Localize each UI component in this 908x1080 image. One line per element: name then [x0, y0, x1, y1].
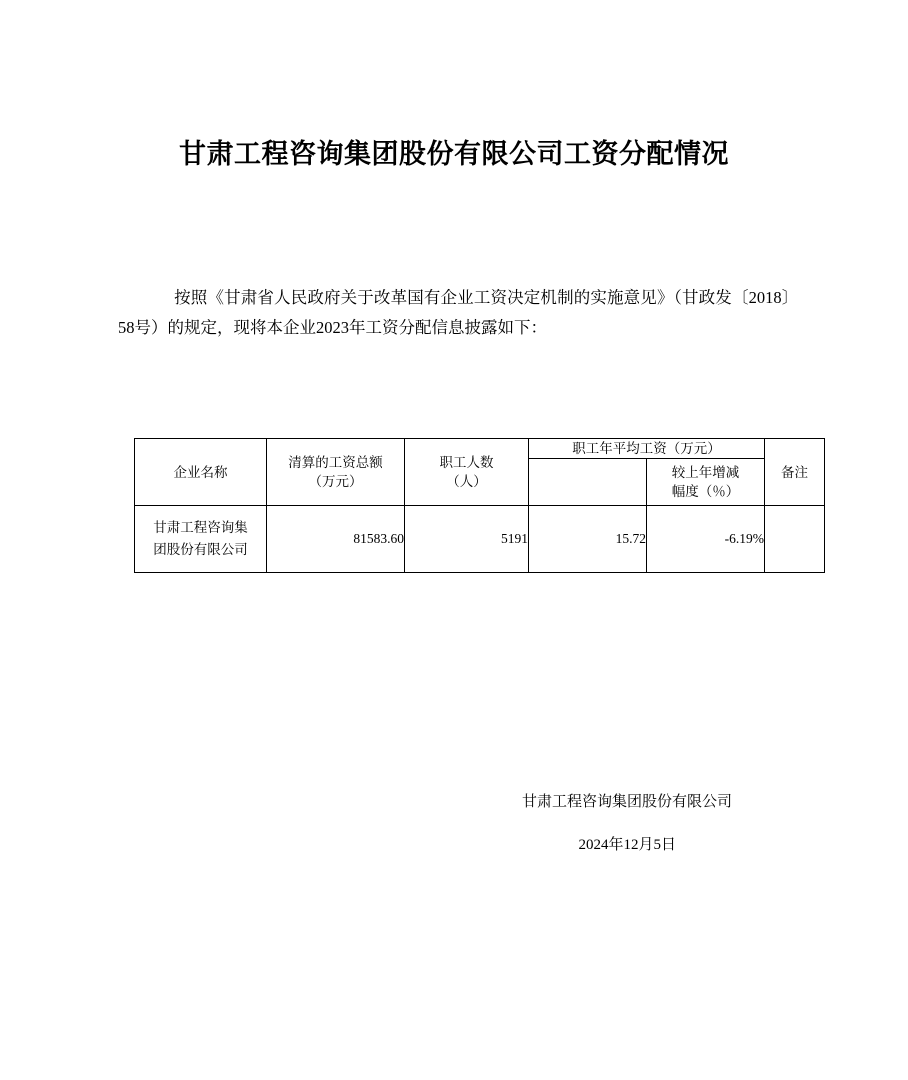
intro-paragraph [118, 283, 790, 343]
signature-date: 2024年12月5日 [578, 837, 676, 853]
cell-company-name [135, 506, 267, 573]
header-change-rate [647, 459, 765, 506]
table-head [135, 439, 825, 506]
page-title: 甘肃工程咨询集团股份有限公司工资分配情况 [179, 139, 729, 169]
table-body [135, 506, 825, 573]
cell-remark [765, 506, 825, 573]
header-company-name: 企业名称 [135, 439, 267, 506]
cell-company-name-line2: 团股份有限公司 [153, 542, 248, 557]
header-staff-count-line1: 职工人数 [439, 455, 494, 470]
paragraph-text: 按照《甘肃省人民政府关于改革国有企业工资决定机制的实施意见》（甘政发〔2018〕58号）的规定，现将本企业2023年工资分配信息披露如下： [118, 288, 790, 337]
wage-distribution-table [134, 438, 825, 573]
table-row [135, 506, 825, 573]
cell-staff-count: 5191 [405, 506, 529, 573]
header-total-wage-line1: 清算的工资总额 [288, 455, 383, 470]
header-remark: 备注 [765, 439, 825, 506]
header-change-rate-line1: 较上年增减 [671, 465, 740, 480]
signature-company: 甘肃工程咨询集团股份有限公司 [521, 794, 732, 810]
header-staff-count-line2: （人） [446, 474, 487, 489]
table-header-row-1 [135, 439, 825, 459]
cell-avg-wage: 15.72 [529, 506, 647, 573]
header-staff-count [405, 439, 529, 506]
header-avg-wage-value [529, 459, 647, 506]
cell-total-wage: 81583.60 [267, 506, 405, 573]
cell-change-rate: -6.19% [647, 506, 765, 573]
header-avg-wage-group: 职工年平均工资（万元） [529, 439, 765, 459]
header-change-rate-line2: 幅度（％） [671, 484, 740, 499]
cell-company-name-line1: 甘肃工程咨询集 [153, 520, 248, 535]
header-total-wage [267, 439, 405, 506]
header-total-wage-line2: （万元） [308, 474, 363, 489]
